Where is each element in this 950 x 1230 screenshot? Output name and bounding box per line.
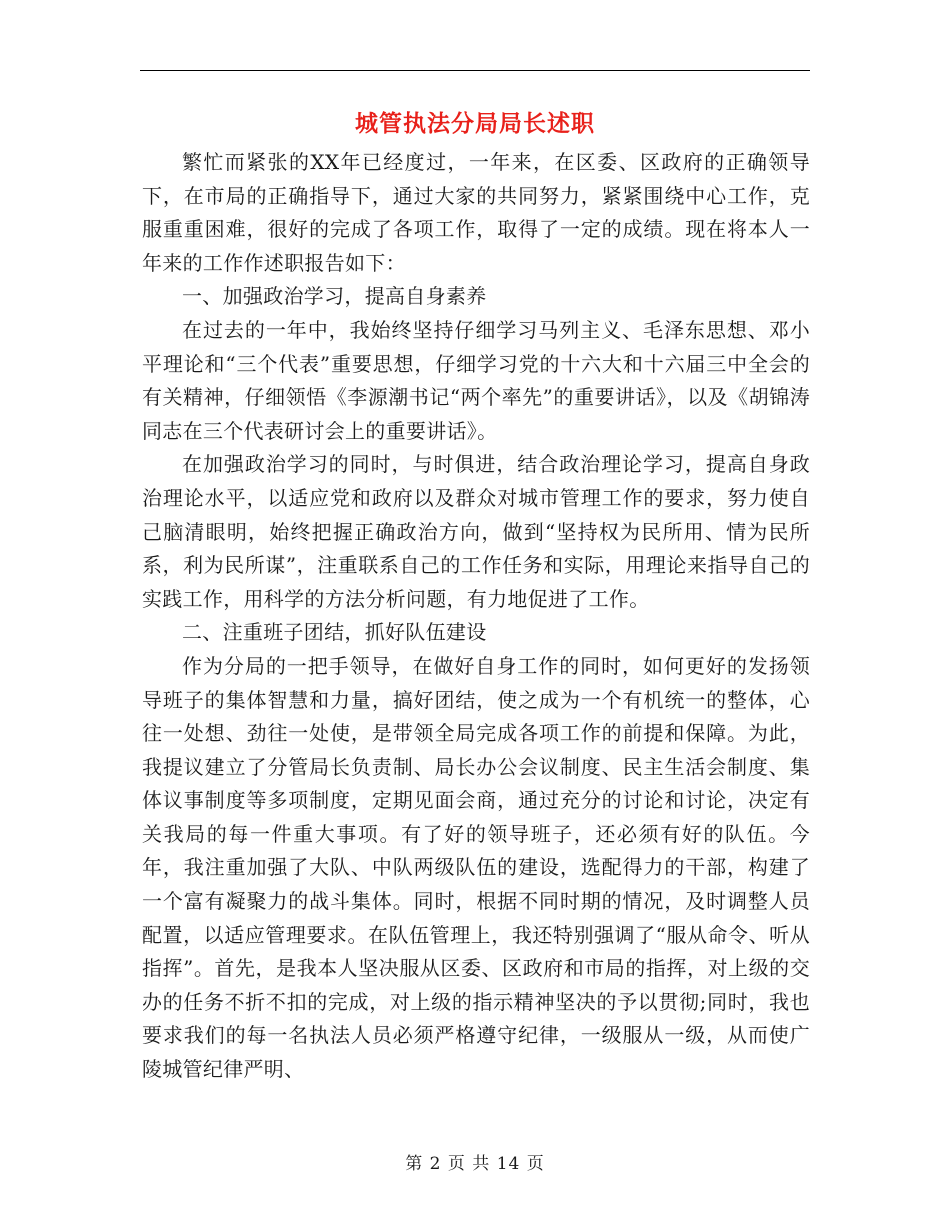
section-heading-2: 二、注重班子团结，抓好队伍建设 <box>182 620 487 645</box>
document-title: 城管执法分局局长述职 <box>355 110 595 137</box>
paragraph-study: 在过去的一年中，我始终坚持仔细学习马列主义、毛泽东思想、邓小平理论和“三个代表”重要思想，仔细学习党的十六大和十六届三中全会的有关精神，仔细领悟《李源潮书记“两个率先”的重要讲话》，以及《胡锦涛同志在三个代表研讨会上的重要讲话》。 <box>142 317 810 443</box>
paragraph-theory: 在加强政治学习的同时，与时俱进，结合政治理论学习，提高自身政治理论水平，以适应党和政府以及群众对城市管理工作的要求，努力使自己脑清眼明，始终把握正确政治方向，做到“坚持权为民所用、情为民所系，利为民所谋”，注重联系自己的工作任务和实际，用理论来指导自己的实践工作，用科学的方法分析问题，有力地促进了工作。 <box>142 452 810 611</box>
document-body <box>142 146 810 1087</box>
page-number: 第 2 页 共 14 页 <box>405 1154 545 1174</box>
paragraph-team: 作为分局的一把手领导，在做好自身工作的同时，如何更好的发扬领导班子的集体智慧和力量，搞好团结，使之成为一个有机统一的整体，心往一处想、劲往一处使，是带领全局完成各项工作的前提和保障。为此，我提议建立了分管局长负责制、局长办公会议制度、民主生活会制度、集体议事制度等多项制度，定期见面会商，通过充分的讨论和讨论，决定有关我局的每一件重大事项。有了好的领导班子，还必须有好的队伍。今年，我注重加强了大队、中队两级队伍的建设，选配得力的干部，构建了一个富有凝聚力的战斗集体。同时，根据不同时期的情况，及时调整人员配置，以适应管理要求。在队伍管理上，我还特别强调了“服从命令、听从指挥”。首先，是我本人坚决服从区委、区政府和市局的指挥，对上级的交办的任务不折不扣的完成，对上级的指示精神坚决的予以贯彻;同时，我也要求我们的每一名执法人员必须严格遵守纪律，一级服从一级，从而使广陵城管纪律严明、 <box>142 653 810 1082</box>
section-heading-1: 一、加强政治学习，提高自身素养 <box>182 284 487 309</box>
paragraph-intro: 繁忙而紧张的XX年已经度过，一年来，在区委、区政府的正确领导下，在市局的正确指导下，通过大家的共同努力，紧紧围绕中心工作，克服重重困难，很好的完成了各项工作，取得了一定的成绩。现在将本人一年来的工作作述职报告如下： <box>142 150 810 275</box>
header-rule <box>140 70 810 71</box>
